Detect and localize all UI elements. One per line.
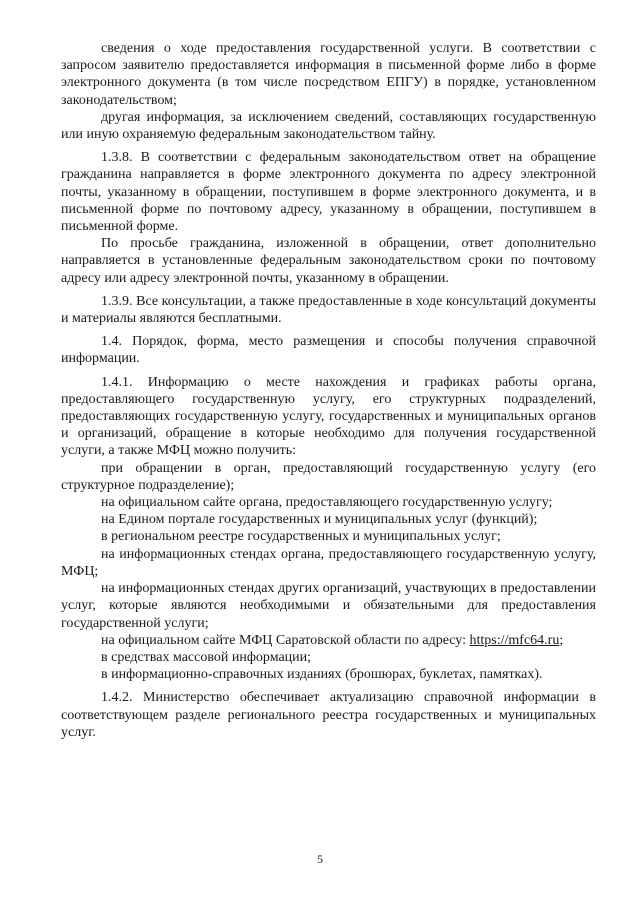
paragraph-p12: на информационных стендах органа, предоставляющего государственную услугу, МФЦ; <box>61 546 596 579</box>
paragraph-p1: сведения о ходе предоставления государственной услуги. В соответствии с запросом заявителю предоставляется информация в письменной форме либо в форме электронного документа (в том числе посредством ЕПГУ) в порядке, установленном законодательством; <box>61 41 596 108</box>
page-number: 5 <box>317 852 323 866</box>
paragraph-p17: 1.4.2. Министерство обеспечивает актуализацию справочной информации в соответствующем разделе регионального реестра государственных и муниципальных услуг. <box>61 690 596 740</box>
paragraph-p15: в средствах массовой информации; <box>101 649 312 665</box>
paragraph-p6: 1.4. Порядок, форма, место размещения и способы получения справочной информации. <box>61 334 596 367</box>
paragraph-p11: в региональном реестре государственных и муниципальных услуг; <box>101 529 501 545</box>
paragraph-p4: По просьбе гражданина, изложенной в обращении, ответ дополнительно направляется в установленные федеральным законодательством сроки по почтовому адресу или адресу электронной почты, указанному в обращении. <box>61 236 596 286</box>
mfc-site-link[interactable]: https://mfc64.ru <box>469 632 560 648</box>
paragraph-p13: на информационных стендах других организаций, участвующих в предоставлении услуг, которые являются необходимыми и обязательными для предоставления государственной услуги; <box>61 581 596 631</box>
document-page <box>61 40 596 741</box>
mfc-site-prefix: на официальном сайте МФЦ Саратовской области по адресу: <box>101 632 470 648</box>
paragraph-p16: в информационно-справочных изданиях (брошюрах, буклетах, памятках). <box>101 667 543 683</box>
paragraph-p8: при обращении в орган, предоставляющий государственную услугу (его структурное подразделение); <box>61 460 596 493</box>
mfc-site-suffix: ; <box>559 632 564 648</box>
document-body <box>61 40 596 632</box>
document-body-continued <box>61 649 596 741</box>
paragraph-p5: 1.3.9. Все консультации, а также предоставленные в ходе консультаций документы и материалы являются бесплатными. <box>61 293 596 327</box>
paragraph-p3: 1.3.8. В соответствии с федеральным законодательством ответ на обращение гражданина направляется в форме электронного документа по адресу электронной почты, указанному в обращении, поступившем в форме электронного документа, и в письменной форме по почтовому адресу, указанному в обращении, поступившем в письменной форме. <box>61 150 596 235</box>
paragraph-p10: на Едином портале государственных и муниципальных услуг (функций); <box>101 512 538 528</box>
paragraph-p9: на официальном сайте органа, предоставляющего государственную услугу; <box>101 495 553 511</box>
paragraph-p2: другая информация, за исключением сведений, составляющих государственную или иную охраняемую федеральным законодательством тайну. <box>61 109 596 143</box>
paragraph-mfc-site <box>61 632 596 649</box>
paragraph-p7: 1.4.1. Информацию о месте нахождения и графиках работы органа, предоставляющего государственную услугу, его структурных подразделений, предоставляющих государственную услугу, государственных и муниципальных органов и организаций, обращение в которые необходимо для получения государственной услуги, а также МФЦ можно получить: <box>61 374 596 459</box>
